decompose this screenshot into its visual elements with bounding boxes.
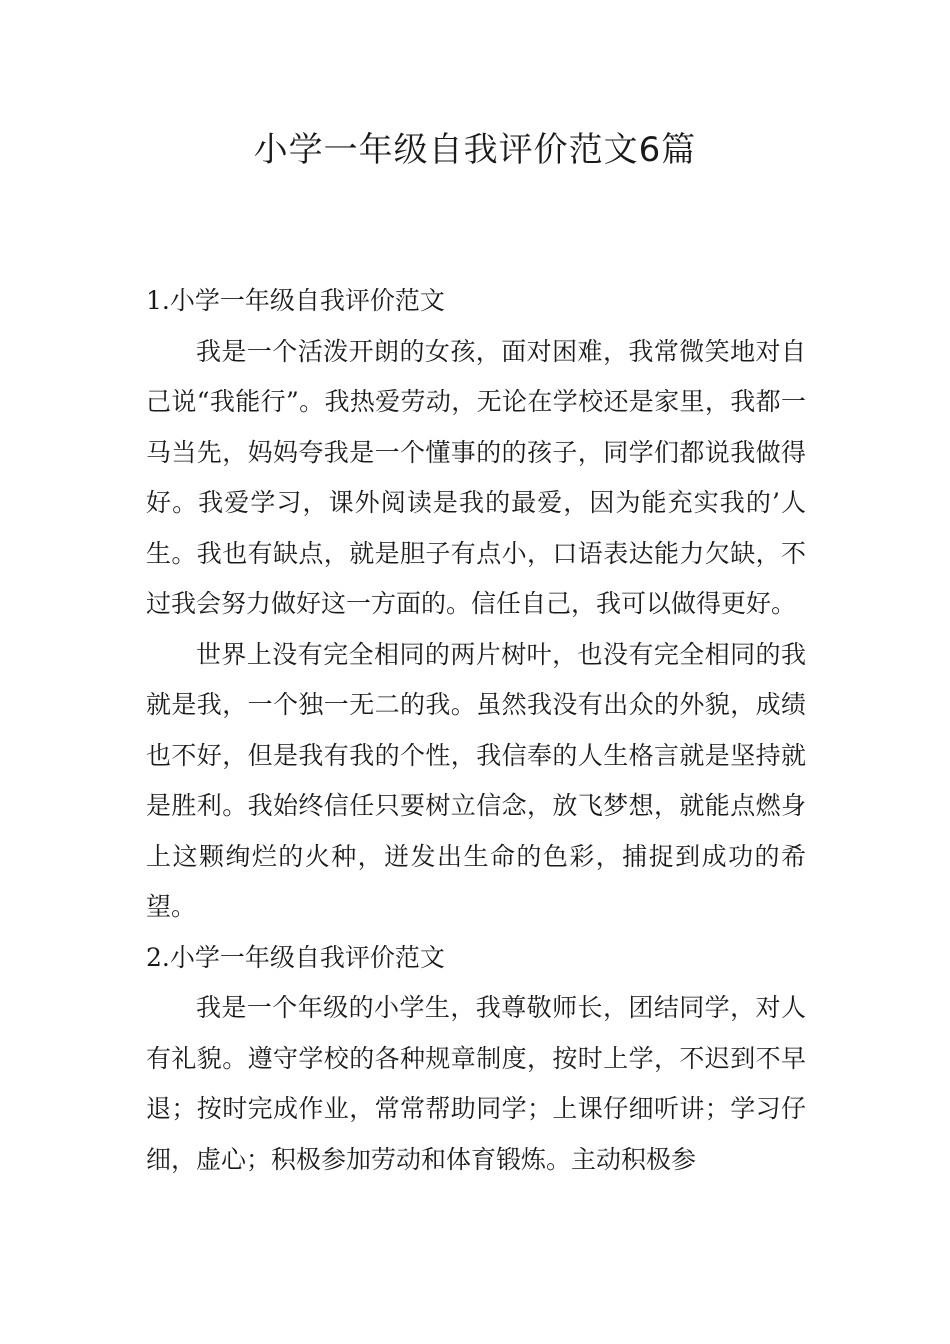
- document-title: 小学一年级自我评价范文6篇: [253, 130, 697, 170]
- section-2: [146, 933, 806, 1186]
- section-heading: 2.小学一年级自我评价范文: [146, 942, 445, 972]
- section-heading: 1.小学一年级自我评价范文: [146, 286, 445, 315]
- paragraph: 我是一个年级的小学生，我尊敬师长，团结同学，对人有礼貌。遵守学校的各种规章制度，按时上学，不迟到不早退；按时完成作业，常常帮助同学；上课仔细听讲；学习仔细，虚心；积极参加劳动和体育锻炼。主动积极参: [146, 993, 806, 1174]
- section-1: [146, 276, 806, 933]
- document-body: [146, 276, 806, 1185]
- paragraph: 世界上没有完全相同的两片树叶，也没有完全相同的我就是我，一个独一无二的我。虽然我没有出众的外貌，成绩也不好，但是我有我的个性，我信奉的人生格言就是坚持就是胜利。我始终信任只要树立信念，放飞梦想，就能点燃身上这颗绚烂的火种，迸发出生命的色彩，捕捉到成功的希望。: [146, 639, 806, 921]
- paragraph: 我是一个活泼开朗的女孩，面对困难，我常微笑地对自己说“我能行”。我热爱劳动，无论在学校还是家里，我都一马当先，妈妈夸我是一个懂事的的孩子，同学们都说我做得好。我爱学习，课外阅读是我的最爱，因为能充实我的’人生。我也有缺点，就是胆子有点小，口语表达能力欠缺，不过我会努力做好这一方面的。信任自己，我可以做得更好。: [146, 336, 806, 618]
